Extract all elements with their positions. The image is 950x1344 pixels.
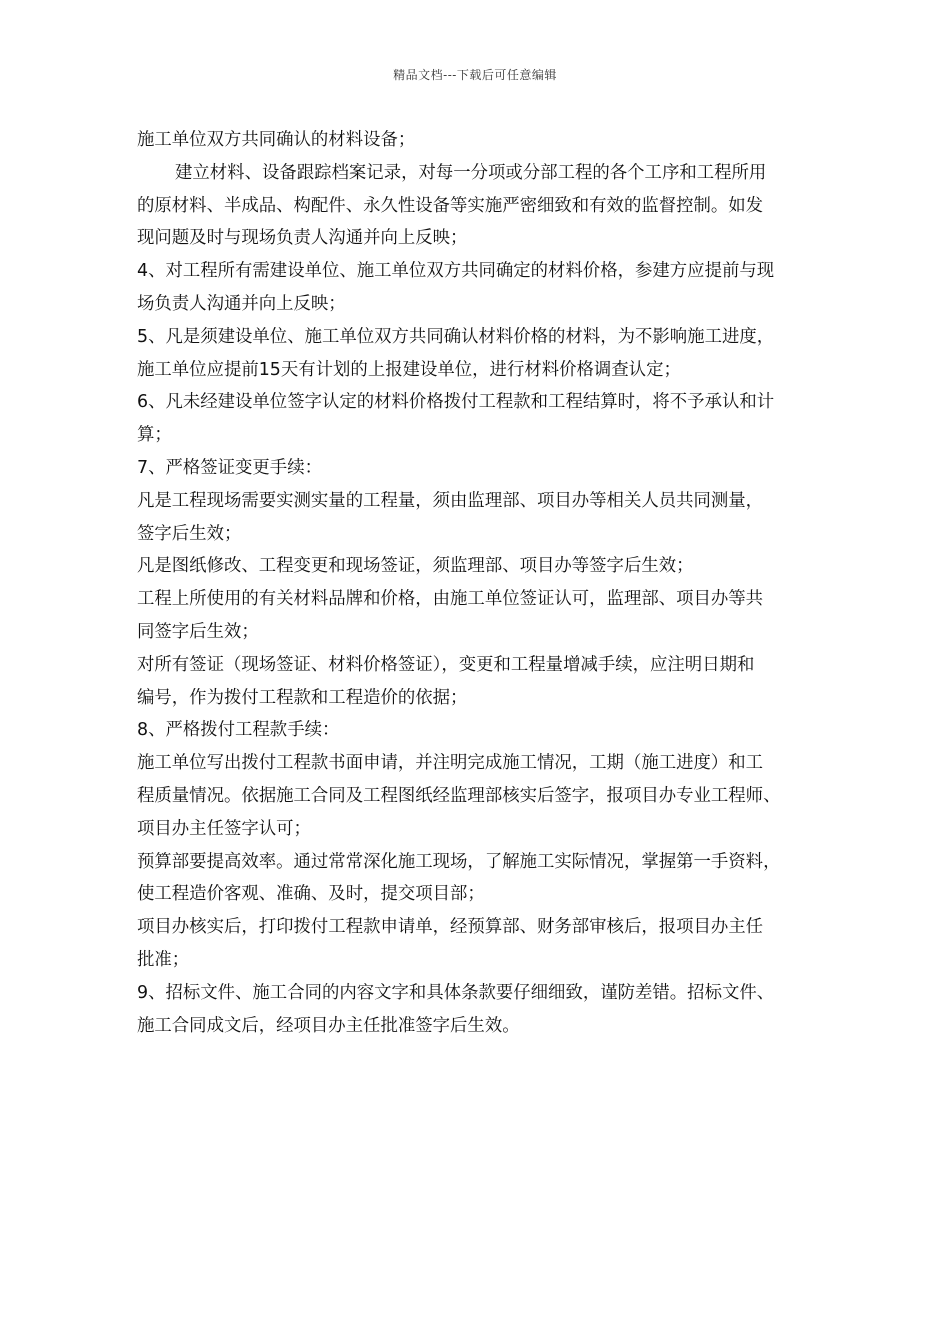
text-line: 预算部要提高效率。通过常常深化施工现场，了解施工实际情况，掌握第一手资料，: [137, 851, 781, 872]
text-line: 项目办核实后，打印拨付工程款申请单，经预算部、财务部审核后，报项目办主任: [137, 917, 764, 938]
text-line: 同签字后生效；: [137, 621, 259, 642]
text-line: 凡是图纸修改、工程变更和现场签证，须监理部、项目办等签字后生效；: [137, 556, 694, 577]
text-line: 施工单位应提前15天有计划的上报建设单位，进行材料价格调查认定；: [137, 359, 681, 380]
text-line: 编号，作为拨付工程款和工程造价的依据；: [137, 687, 468, 708]
text-line: 使工程造价客观、准确、及时，提交项目部；: [137, 884, 485, 905]
text-line: 8、严格拨付工程款手续：: [137, 720, 340, 741]
text-line: 场负责人沟通并向上反映；: [137, 293, 346, 314]
text-line: 批准；: [137, 949, 190, 970]
text-line: 6、凡未经建设单位签字认定的材料价格拨付工程款和工程结算时，将不予承认和计: [137, 392, 775, 413]
text-line: 建立材料、设备跟踪档案记录，对每一分项或分部工程的各个工序和工程所用: [175, 162, 767, 183]
text-line: 现问题及时与现场负责人沟通并向上反映；: [137, 228, 468, 249]
text-line: 程质量情况。依据施工合同及工程图纸经监理部核实后签字，报项目办专业工程师、: [137, 785, 781, 806]
text-line: 算；: [137, 425, 172, 446]
text-line: 4、对工程所有需建设单位、施工单位双方共同确定的材料价格，参建方应提前与现: [137, 261, 775, 282]
text-line: 凡是工程现场需要实测实量的工程量，须由监理部、项目办等相关人员共同测量，: [137, 490, 764, 511]
page-header: 精品文档---下载后可任意编辑: [393, 68, 557, 82]
text-line: 7、严格签证变更手续：: [137, 457, 322, 478]
text-line: 项目办主任签字认可；: [137, 818, 311, 839]
text-line: 施工单位双方共同确认的材料设备；: [137, 130, 416, 150]
text-line: 9、招标文件、施工合同的内容文字和具体条款要仔细细致，谨防差错。招标文件、: [137, 982, 775, 1003]
document-body: [137, 124, 849, 1042]
text-line: 对所有签证（现场签证、材料价格签证），变更和工程量增减手续，应注明日期和: [137, 654, 755, 675]
text-line: 施工单位写出拨付工程款书面申请，并注明完成施工情况，工期（施工进度）和工: [137, 753, 764, 774]
text-line: 5、凡是须建设单位、施工单位双方共同确认材料价格的材料，为不影响施工进度，: [137, 326, 775, 347]
text-line: 签字后生效；: [137, 523, 242, 544]
text-line: 工程上所使用的有关材料品牌和价格，由施工单位签证认可，监理部、项目办等共: [137, 589, 764, 610]
text-line: 的原材料、半成品、构配件、永久性设备等实施严密细致和有效的监督控制。如发: [137, 195, 764, 216]
text-line: 施工合同成文后，经项目办主任批准签字后生效。: [137, 1015, 520, 1036]
